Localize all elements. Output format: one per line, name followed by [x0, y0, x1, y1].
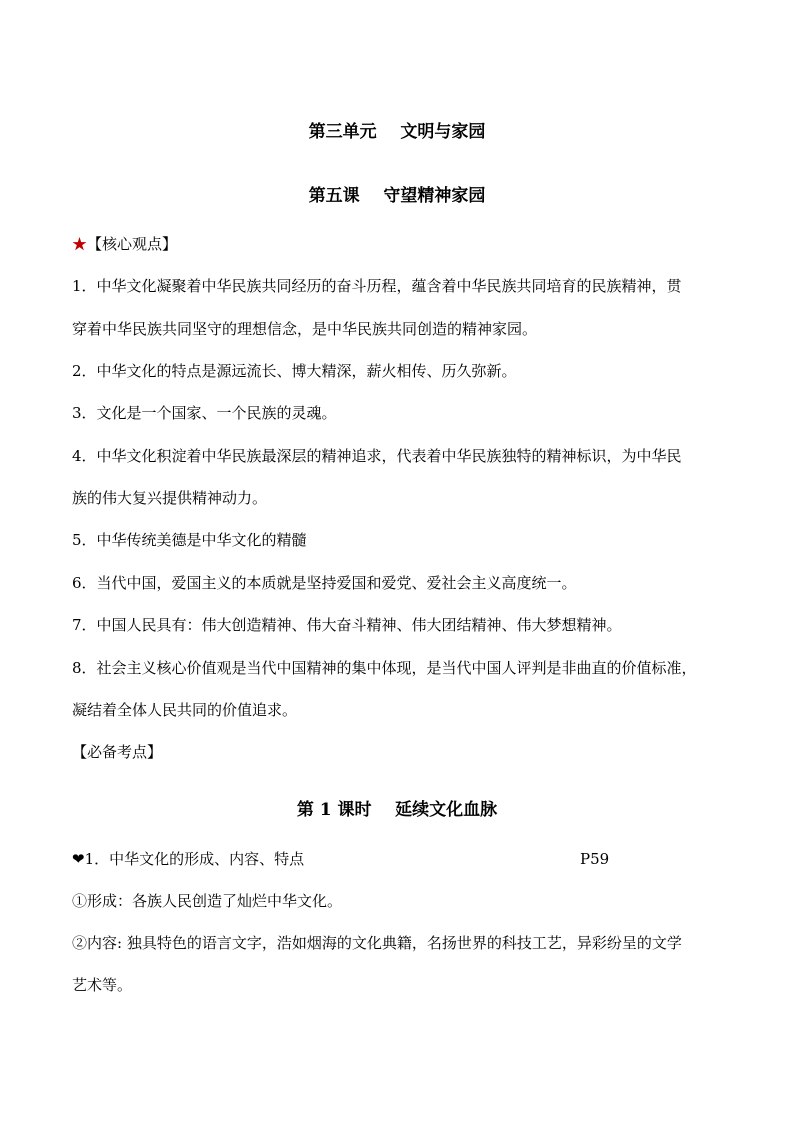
core-line-4a: 4．中华文化积淀着中华民族最深层的精神追求，代表着中华民族独特的精神标识，为中华民 [72, 447, 682, 465]
core-points-header [72, 234, 177, 254]
core-line-8a: 8．社会主义核心价值观是当代中国精神的集中体现，是当代中国人评判是非曲直的价值标准， [72, 659, 697, 677]
core-line-5: 5．中华传统美德是中华文化的精髓 [72, 531, 307, 549]
point1-line-content-a: ②内容: 独具特色的语言文字，浩如烟海的文化典籍，名扬世界的科技工艺，异彩纷呈的文学 [72, 934, 682, 952]
core-line-1a: 1．中华文化凝聚着中华民族共同经历的奋斗历程，蕴含着中华民族共同培育的民族精神，贯 [72, 277, 682, 295]
core-line-2: 2．中华文化的特点是源远流长、博大精深，薪火相传、历久弥新。 [72, 362, 517, 380]
point1-line-formation: ①形成：各族人民创造了灿烂中华文化。 [72, 892, 343, 910]
core-line-4b: 族的伟大复兴提供精神动力。 [72, 489, 268, 507]
core-line-1b: 穿着中华民族共同坚守的理想信念，是中华民族共同创造的精神家园。 [72, 320, 538, 338]
unit-title: 第三单元 文明与家园 [308, 122, 486, 142]
period-title: 第 1 课时 延续文化血脉 [296, 800, 498, 820]
point1-line-content-b: 艺术等。 [72, 976, 133, 994]
core-points-label: 【核心观点】 [87, 235, 178, 253]
core-line-3: 3．文化是一个国家、一个民族的灵魂。 [72, 404, 337, 422]
core-line-8b: 凝结着全体人民共同的价值追求。 [72, 701, 298, 719]
lesson-title: 第五课 守望精神家园 [308, 186, 486, 206]
exam-points-header: 【必备考点】 [72, 743, 163, 761]
point1-heading: ❤1．中华文化的形成、内容、特点 [72, 850, 305, 868]
core-line-7: 7．中国人民具有：伟大创造精神、伟大奋斗精神、伟大团结精神、伟大梦想精神。 [72, 616, 622, 634]
star-icon: ★ [72, 235, 88, 253]
page-reference: P59 [580, 850, 610, 868]
core-line-6: 6．当代中国，爱国主义的本质就是坚持爱国和爱党、爱社会主义高度统一。 [72, 574, 577, 592]
